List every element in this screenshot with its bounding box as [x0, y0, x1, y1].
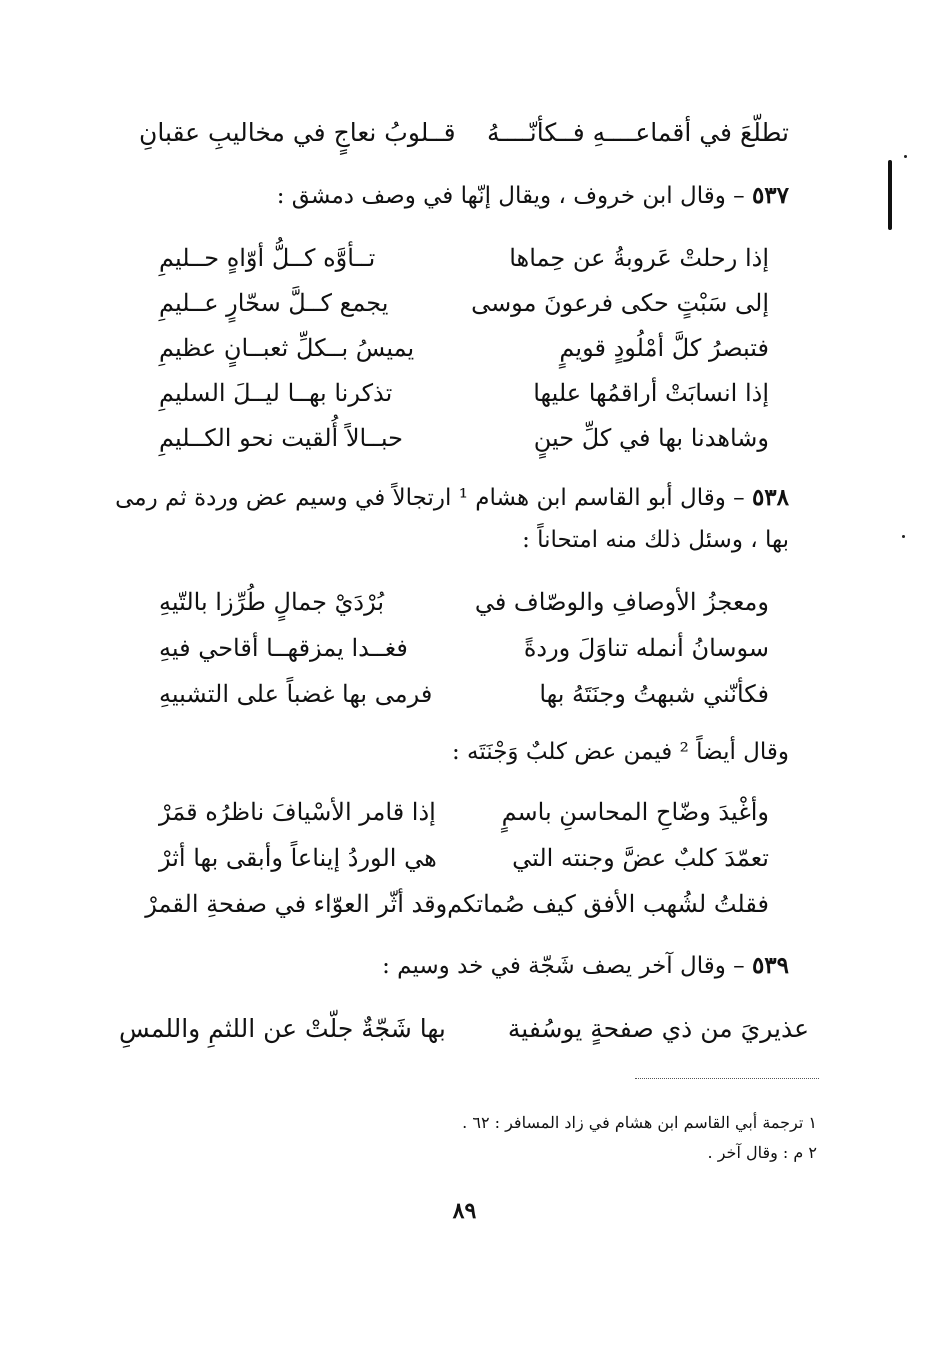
hemistich-right: وأغْيدَ وضّاحِ المحاسنِ باسمٍ — [501, 798, 769, 826]
margin-dot — [902, 535, 905, 538]
entry-intro: – وقال آخر يصف شَجّة في خد وسيم : — [382, 953, 745, 979]
hemistich-right: وشاهدنا بها في كلِّ حينٍ — [533, 424, 769, 452]
couplet — [159, 628, 769, 668]
entry-heading — [115, 478, 789, 518]
hemistich-right: تطلّعَ في أقماعــــهِ فــكأنّــــهُ — [487, 117, 789, 147]
verse-line — [139, 112, 789, 152]
hemistich-right: ومعجزُ الأوصافِ والوصّاف في — [474, 588, 769, 616]
couplet — [159, 582, 769, 622]
hemistich-right: فكأنّني شبهتُ وجنَتَهُ بها — [539, 680, 769, 708]
hemistich-left: إذا قامر الأسْيافَ ناظرُه قمَرْ — [159, 798, 436, 826]
footnote: ٢ م : وقال آخر . — [707, 1143, 817, 1162]
hemistich-left: فغــدا يمزقهــا أقاحي فيهِ — [159, 634, 408, 662]
entry-intro-continued: بها ، وسئل ذلك منه امتحاناً : — [522, 527, 789, 553]
entry-heading: وقال أيضاً ² فيمن عض كلبٌ وَجْنَتَه : — [451, 739, 789, 765]
couplet — [159, 792, 769, 832]
hemistich-left: يميسُ بــكلِّ ثعبــانٍ عظيمِ — [159, 334, 415, 362]
hemistich-right: سوسانُ أنمله تناوَلَ وردةً — [523, 634, 769, 662]
couplet — [159, 328, 769, 368]
couplet — [159, 674, 769, 714]
hemistich-left: قــلوبُ نعاجٍ في مخاليبِ عقبانِ — [139, 117, 456, 147]
hemistich-right: فقلتُ لشُهب الأفق كيف صُماتكم — [447, 890, 769, 918]
entry-heading — [129, 176, 789, 216]
entry-number: ٥٣٩ — [751, 952, 789, 979]
hemistich-right: فتبصرُ كلَّ أمْلُودٍ قويمٍ — [559, 334, 769, 362]
entry-heading — [129, 946, 789, 986]
hemistich-right: إلى سَبْتٍ حكى فرعونَ موسى — [471, 289, 769, 317]
hemistich-left: بها شَجّةٌ جلّتْ عن اللثمِ واللمسِ — [119, 1013, 446, 1043]
footnote: ١ ترجمة أبي القاسم ابن هشام في زاد المسافر : ٦٢ . — [462, 1113, 817, 1132]
hemistich-left: تــأوَّه كــلُّ أوّاهٍ حــليمِ — [159, 244, 376, 272]
footnote-separator — [635, 1078, 819, 1079]
couplet — [145, 884, 769, 924]
page-number: ٨٩ — [452, 1198, 477, 1224]
hemistich-right: إذا رحلتْ عَروبةُ عن حِماها — [509, 244, 769, 272]
verse-line — [119, 1008, 809, 1048]
entry-intro: – وقال ابن خروف ، ويقال إنّها في وصف دمشق : — [276, 183, 745, 209]
hemistich-right: تعمّدَ كلبٌ عضَّ وجنته التي — [512, 844, 769, 872]
couplet — [159, 238, 769, 278]
hemistich-left: تذكرنا بهــا ليــلَ السليمِ — [159, 379, 393, 407]
hemistich-right: عذيريَ من ذي صفحةٍ يوسُفية — [507, 1013, 809, 1043]
couplet — [159, 838, 769, 878]
couplet — [159, 283, 769, 323]
couplet — [159, 373, 769, 413]
entry-number: ٥٣٧ — [751, 182, 789, 209]
couplet — [159, 418, 769, 458]
margin-marker — [888, 160, 892, 230]
entry-number: ٥٣٨ — [751, 484, 789, 511]
entry-intro: – وقال أبو القاسم ابن هشام ¹ ارتجالاً في وسيم عض وردة ثم رمى — [115, 485, 745, 511]
hemistich-left: بُرْدَيْ جمالٍ طُرِّزا بالتّيهِ — [159, 588, 384, 616]
hemistich-left: وقد أثّر العوّاء في صفحةِ القمرْ — [145, 890, 448, 918]
margin-dot — [904, 155, 907, 158]
hemistich-left: فرمى بها غضباً على التشبيهِ — [159, 680, 433, 708]
hemistich-left: هي الوردُ إيناعاً وأبقى بها أثرْ — [159, 844, 437, 872]
hemistich-left: يجمع كــلَّ سحّارٍ عــليمِ — [159, 289, 389, 317]
hemistich-right: إذا انسابَتْ أراقمُها عليها — [533, 379, 769, 407]
hemistich-left: حبــالاً أُلقيت نحو الكــليمِ — [159, 424, 403, 452]
